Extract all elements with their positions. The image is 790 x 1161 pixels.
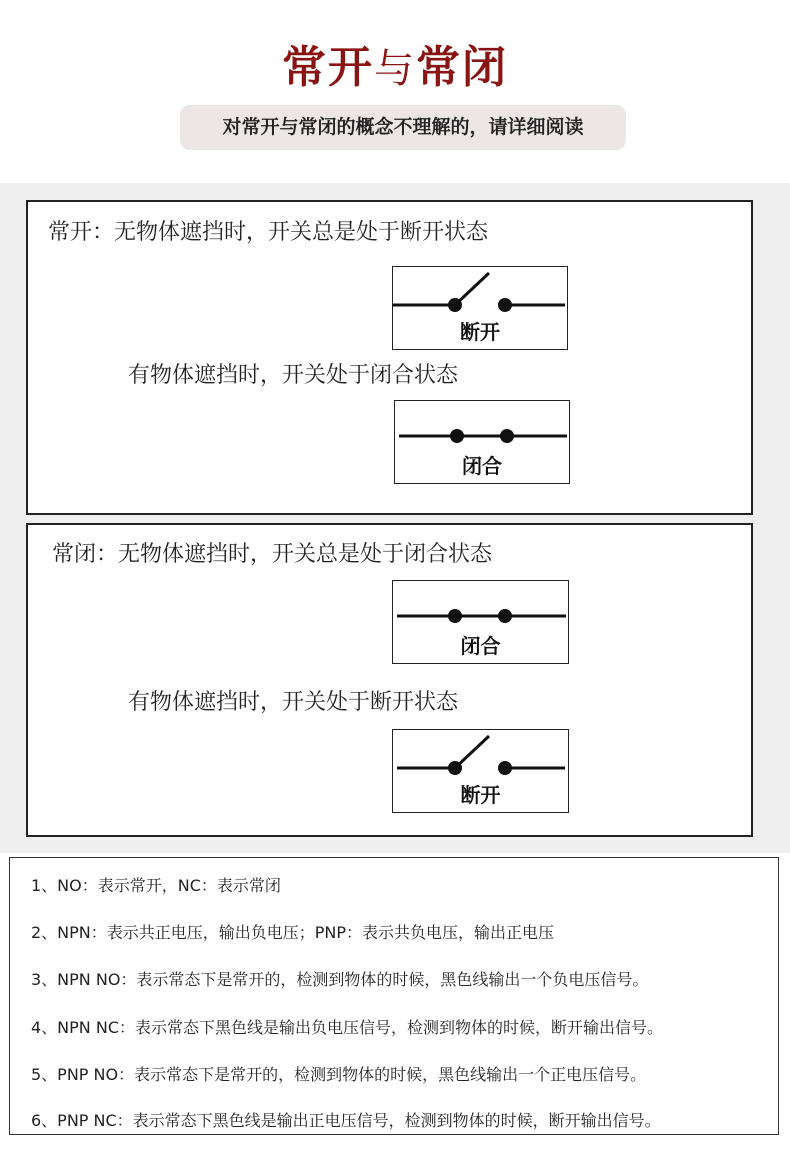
nc-blocked-description: 有物体遮挡时，开关处于断开状态	[128, 690, 459, 715]
title-left: 常开	[282, 42, 374, 93]
note-item: 5、PNP NO：表示常态下是常开的，检测到物体的时候，黑色线输出一个正电压信号。	[31, 1065, 647, 1084]
note-item: 3、NPN NO：表示常态下是常开的，检测到物体的时候，黑色线输出一个负电压信号。	[31, 970, 649, 989]
nc-description: 常闭：无物体遮挡时，开关总是处于闭合状态	[52, 542, 493, 567]
switch-closed-diagram	[392, 580, 569, 664]
title-right: 常闭	[416, 42, 508, 93]
switch-label: 断开	[460, 320, 500, 344]
switch-closed-diagram	[394, 400, 570, 484]
note-item: 2、NPN：表示共正电压，输出负电压；PNP：表示共负电压，输出正电压	[31, 923, 555, 942]
header	[0, 0, 790, 183]
normally-open-panel	[26, 200, 753, 515]
switch-label: 闭合	[462, 454, 502, 478]
switch-open-diagram	[392, 266, 568, 350]
note-item: 4、NPN NC：表示常态下黑色线是输出负电压信号，检测到物体的时候，断开输出信号。	[31, 1018, 663, 1037]
subtitle-pill: 对常开与常闭的概念不理解的，请详细阅读	[180, 105, 626, 150]
notes-box	[9, 857, 779, 1135]
title-mid: 与	[374, 46, 416, 92]
normally-closed-panel	[26, 523, 753, 837]
no-blocked-description: 有物体遮挡时，开关处于闭合状态	[128, 363, 459, 388]
switch-label: 闭合	[460, 634, 501, 658]
switch-open-diagram	[392, 729, 569, 813]
note-item: 6、PNP NC：表示常态下黑色线是输出正电压信号，检测到物体的时候，断开输出信号。	[31, 1111, 661, 1130]
page-title	[0, 38, 790, 99]
note-item: 1、NO：表示常开，NC：表示常闭	[31, 876, 281, 895]
switch-label: 断开	[460, 783, 501, 807]
no-description: 常开：无物体遮挡时，开关总是处于断开状态	[48, 220, 489, 245]
